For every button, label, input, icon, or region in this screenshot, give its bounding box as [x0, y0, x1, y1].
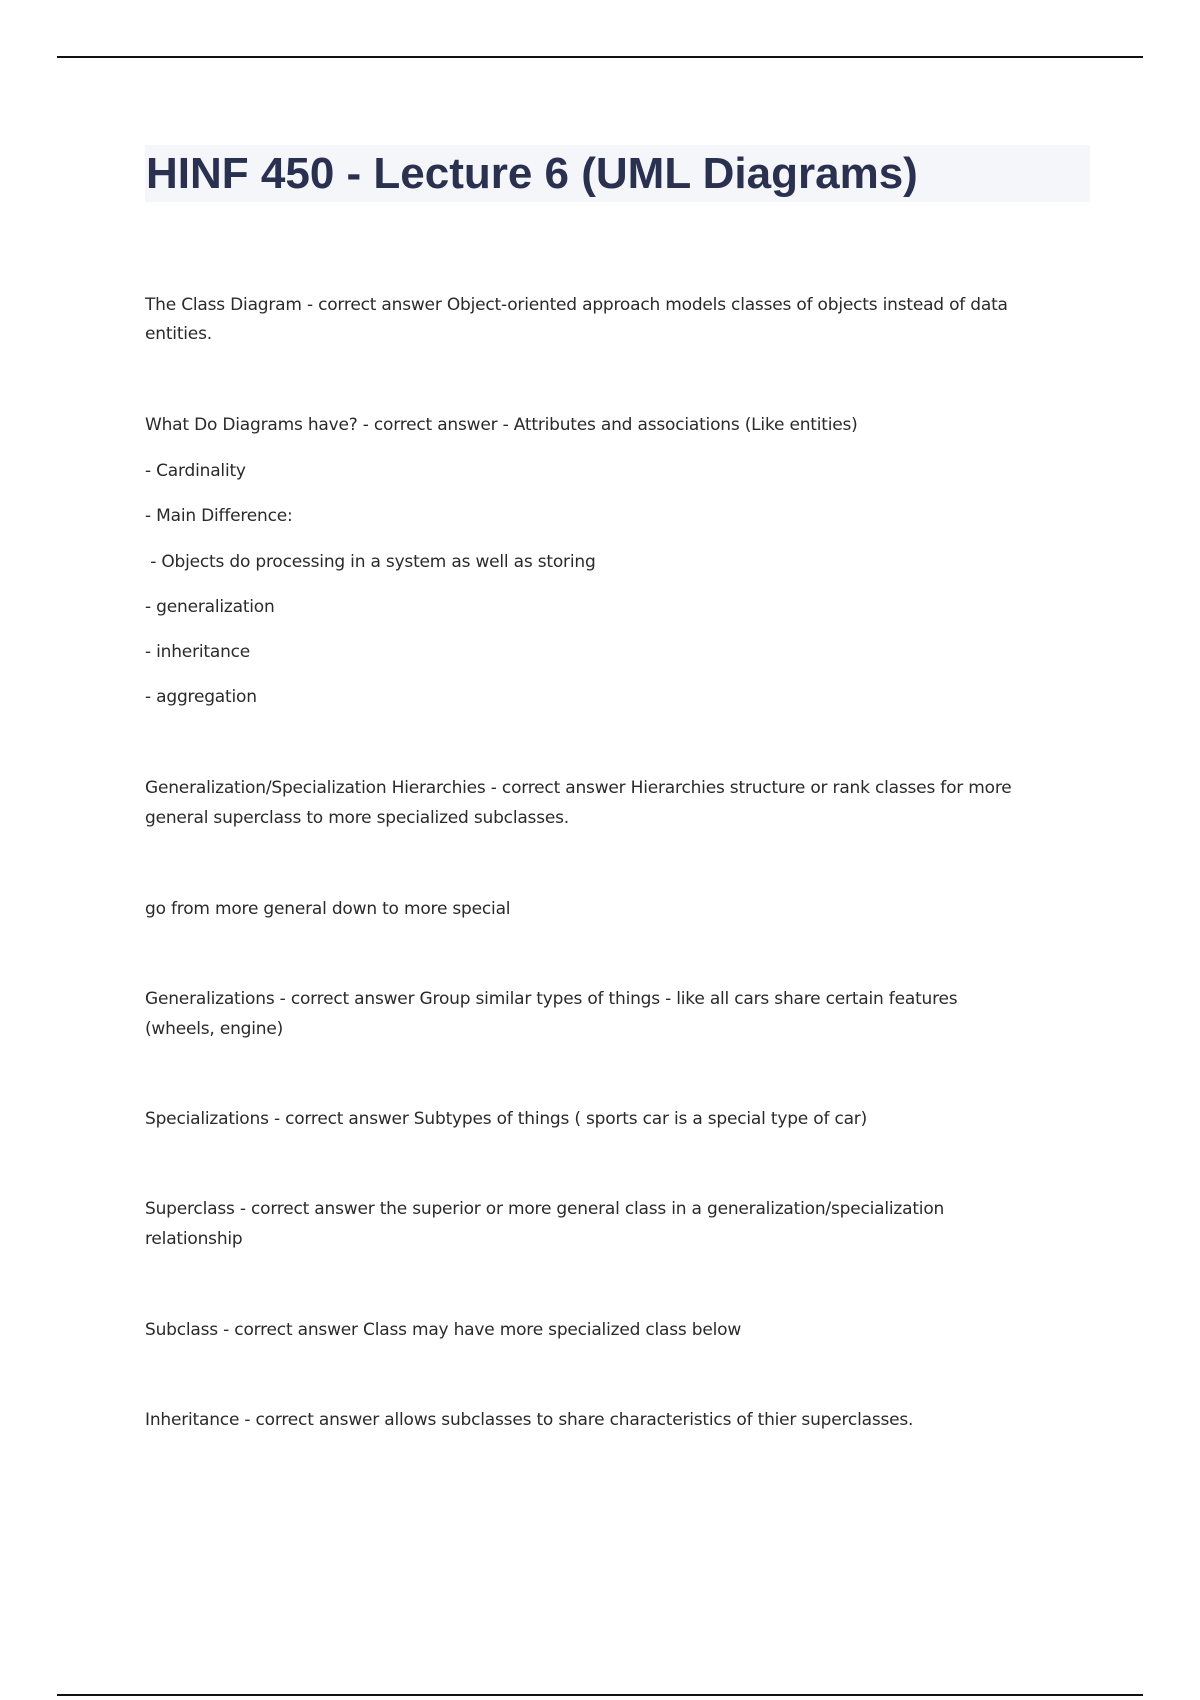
- list-item: - aggregation: [145, 687, 257, 707]
- document-title: HINF 450 - Lecture 6 (UML Diagrams): [146, 149, 918, 198]
- top-rule: [57, 56, 1143, 58]
- list-item: - Cardinality: [145, 461, 246, 481]
- text-line: The Class Diagram - correct answer Object-oriented approach models classes of objects instead of data: [145, 295, 1008, 315]
- text-line: Inheritance - correct answer allows subclasses to share characteristics of thier superclasses.: [145, 1410, 914, 1430]
- bottom-rule: [57, 1694, 1143, 1696]
- list-item: - Main Difference:: [145, 506, 293, 526]
- text-line: Subclass - correct answer Class may have more specialized class below: [145, 1320, 742, 1340]
- text-line: Superclass - correct answer the superior or more general class in a generalization/specialization: [145, 1199, 945, 1219]
- text-line: go from more general down to more special: [145, 899, 511, 919]
- text-line: entities.: [145, 324, 212, 344]
- list-item: - Objects do processing in a system as well as storing: [145, 552, 596, 572]
- text-line: Generalizations - correct answer Group similar types of things - like all cars share certain features: [145, 989, 958, 1009]
- text-line: Generalization/Specialization Hierarchies - correct answer Hierarchies structure or rank classes for more: [145, 778, 1012, 798]
- list-item: - inheritance: [145, 642, 251, 662]
- text-line: general superclass to more specialized subclasses.: [145, 808, 569, 828]
- text-line: relationship: [145, 1229, 243, 1249]
- list-item: - generalization: [145, 597, 275, 617]
- text-line: (wheels, engine): [145, 1019, 284, 1039]
- text-line: Specializations - correct answer Subtypes of things ( sports car is a special type of car): [145, 1109, 868, 1129]
- text-line: What Do Diagrams have? - correct answer - Attributes and associations (Like entities): [145, 415, 858, 435]
